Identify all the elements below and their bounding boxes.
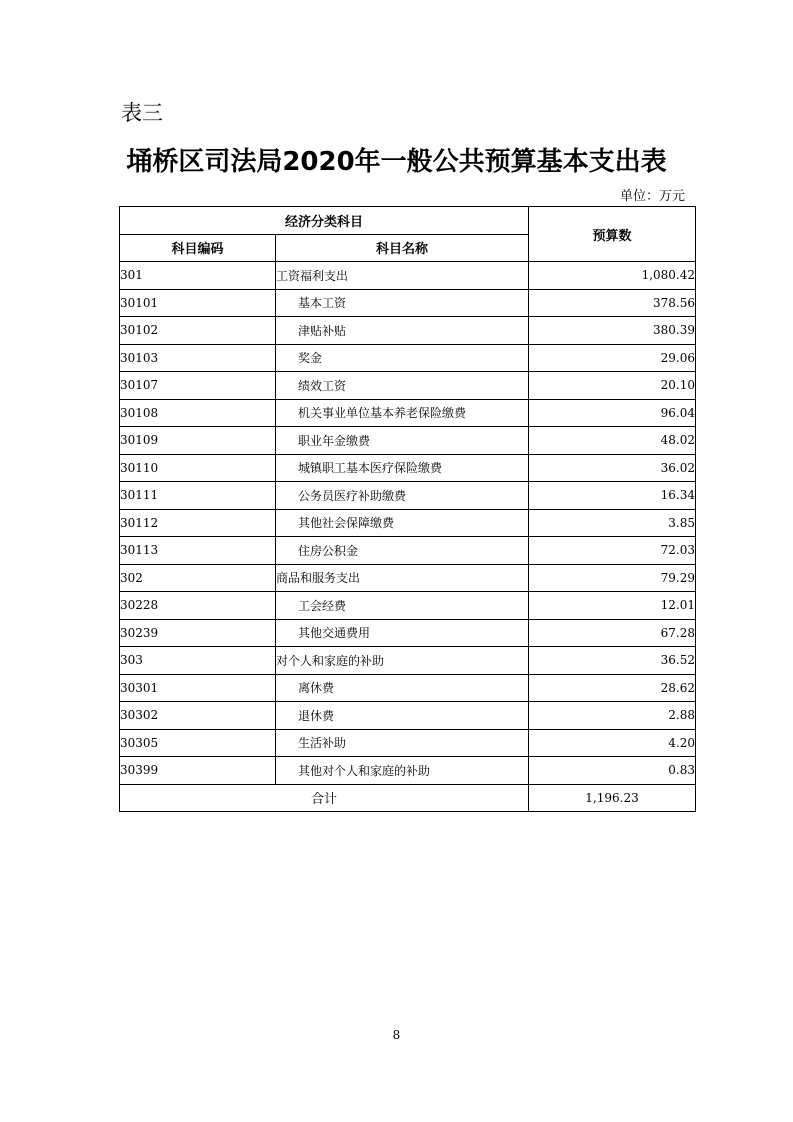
table-row xyxy=(120,619,696,647)
row-name: 机关事业单位基本养老保险缴费 xyxy=(276,399,529,427)
table-row xyxy=(120,344,696,372)
row-code: 30399 xyxy=(120,757,276,785)
row-code: 30302 xyxy=(120,702,276,730)
row-code: 30228 xyxy=(120,592,276,620)
row-amount: 12.01 xyxy=(529,592,696,620)
row-name: 其他社会保障缴费 xyxy=(276,509,529,537)
row-code: 30107 xyxy=(120,372,276,400)
table-row xyxy=(120,509,696,537)
row-code: 30112 xyxy=(120,509,276,537)
table-label: 表三 xyxy=(121,101,163,125)
row-name: 离休费 xyxy=(276,674,529,702)
row-name: 商品和服务支出 xyxy=(276,564,529,592)
table-row xyxy=(120,372,696,400)
row-name: 绩效工资 xyxy=(276,372,529,400)
table-body xyxy=(120,262,696,785)
table-row xyxy=(120,647,696,675)
row-code: 30108 xyxy=(120,399,276,427)
name-header: 科目名称 xyxy=(276,234,529,262)
row-amount: 36.02 xyxy=(529,454,696,482)
total-row xyxy=(120,784,696,812)
row-name: 退休费 xyxy=(276,702,529,730)
row-name: 生活补助 xyxy=(276,729,529,757)
table-row xyxy=(120,729,696,757)
row-amount: 67.28 xyxy=(529,619,696,647)
row-amount: 3.85 xyxy=(529,509,696,537)
row-amount: 0.83 xyxy=(529,757,696,785)
table-row xyxy=(120,454,696,482)
page-number: 8 xyxy=(392,1028,401,1042)
table-row xyxy=(120,482,696,510)
group-header: 经济分类科目 xyxy=(120,207,529,235)
row-code: 30113 xyxy=(120,537,276,565)
row-name: 城镇职工基本医疗保险缴费 xyxy=(276,454,529,482)
row-code: 30301 xyxy=(120,674,276,702)
table-row xyxy=(120,674,696,702)
row-code: 302 xyxy=(120,564,276,592)
row-amount: 72.03 xyxy=(529,537,696,565)
row-name: 职业年金缴费 xyxy=(276,427,529,455)
row-code: 30101 xyxy=(120,289,276,317)
row-amount: 29.06 xyxy=(529,344,696,372)
table-row xyxy=(120,317,696,345)
row-code: 30109 xyxy=(120,427,276,455)
row-code: 301 xyxy=(120,262,276,290)
unit-label: 单位：万元 xyxy=(619,189,685,204)
row-name: 工资福利支出 xyxy=(276,262,529,290)
table-row xyxy=(120,564,696,592)
amount-header: 预算数 xyxy=(529,207,696,262)
row-name: 津贴补贴 xyxy=(276,317,529,345)
row-name: 其他对个人和家庭的补助 xyxy=(276,757,529,785)
table-row xyxy=(120,427,696,455)
table-row xyxy=(120,702,696,730)
row-amount: 20.10 xyxy=(529,372,696,400)
budget-table xyxy=(119,206,696,812)
row-code: 30102 xyxy=(120,317,276,345)
row-amount: 16.34 xyxy=(529,482,696,510)
row-name: 住房公积金 xyxy=(276,537,529,565)
row-name: 公务员医疗补助缴费 xyxy=(276,482,529,510)
row-code: 303 xyxy=(120,647,276,675)
row-amount: 79.29 xyxy=(529,564,696,592)
table-row xyxy=(120,289,696,317)
row-code: 30103 xyxy=(120,344,276,372)
row-name: 基本工资 xyxy=(276,289,529,317)
table-row xyxy=(120,537,696,565)
total-label: 合计 xyxy=(120,784,529,812)
row-amount: 380.39 xyxy=(529,317,696,345)
table-row xyxy=(120,399,696,427)
total-amount: 1,196.23 xyxy=(529,784,696,812)
row-name: 工会经费 xyxy=(276,592,529,620)
row-name: 奖金 xyxy=(276,344,529,372)
row-name: 对个人和家庭的补助 xyxy=(276,647,529,675)
row-amount: 48.02 xyxy=(529,427,696,455)
row-amount: 4.20 xyxy=(529,729,696,757)
row-code: 30305 xyxy=(120,729,276,757)
row-amount: 36.52 xyxy=(529,647,696,675)
table-row xyxy=(120,757,696,785)
row-amount: 28.62 xyxy=(529,674,696,702)
row-code: 30239 xyxy=(120,619,276,647)
row-name: 其他交通费用 xyxy=(276,619,529,647)
table-row xyxy=(120,262,696,290)
row-amount: 378.56 xyxy=(529,289,696,317)
code-header: 科目编码 xyxy=(120,234,276,262)
row-code: 30110 xyxy=(120,454,276,482)
row-amount: 1,080.42 xyxy=(529,262,696,290)
table-row xyxy=(120,592,696,620)
row-amount: 2.88 xyxy=(529,702,696,730)
row-code: 30111 xyxy=(120,482,276,510)
page-title: 埇桥区司法局2020年一般公共预算基本支出表 xyxy=(126,147,667,177)
row-amount: 96.04 xyxy=(529,399,696,427)
